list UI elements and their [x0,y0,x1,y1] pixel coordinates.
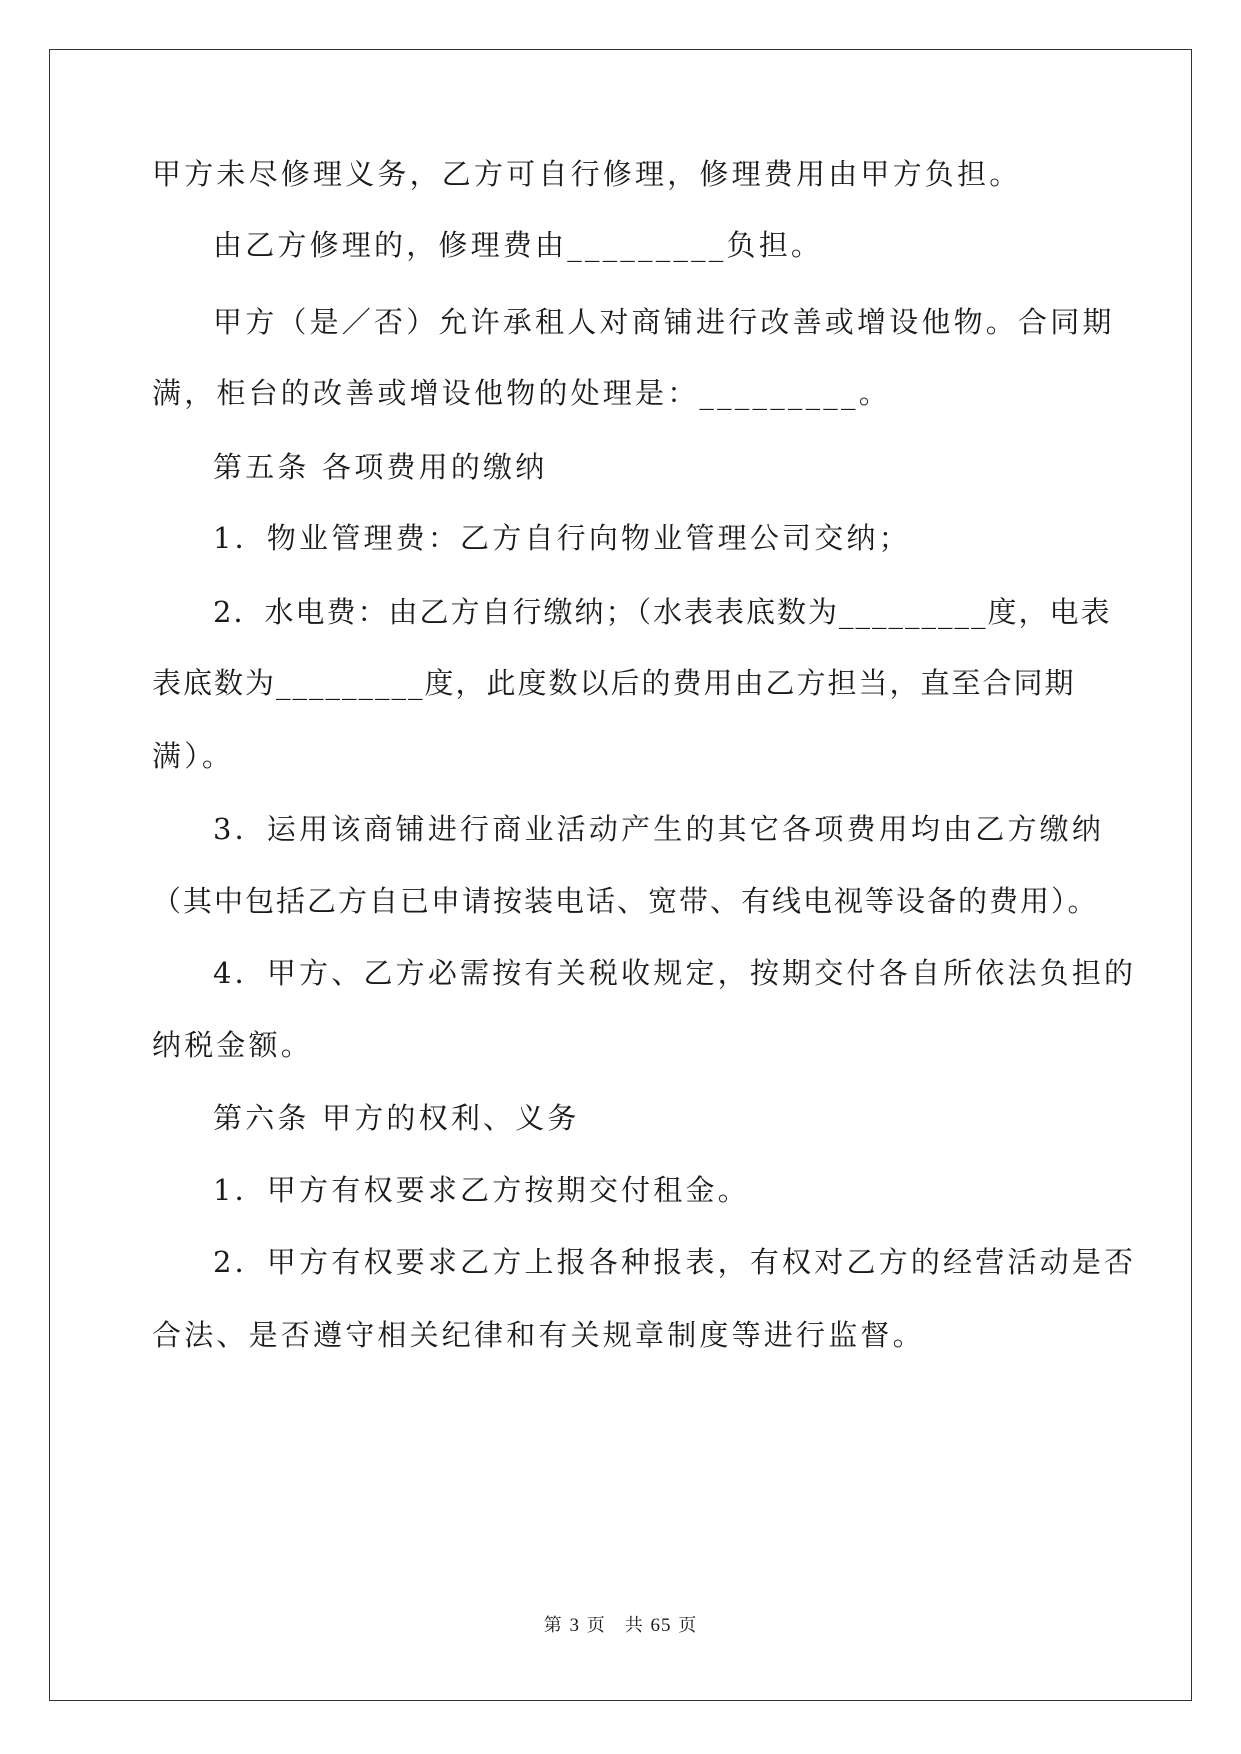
footer-prefix: 第 [543,1615,563,1636]
paragraph-line-2: 由乙方修理的，修理费由_________负担。 [213,228,824,262]
paragraph-line-11: （其中包括乙方自已申请按装电话、宽带、有线电视等设备的费用）。 [152,884,1099,918]
footer-middle: 页 共 [586,1615,644,1636]
paragraph-line-12: 4．甲方、乙方必需按有关税收规定，按期交付各自所依法负担的 [213,956,1137,990]
footer-page-number: 3 [569,1615,581,1636]
paragraph-line-9: 满）。 [152,739,235,773]
page-border [49,49,1192,1701]
page-footer [0,1614,1241,1638]
paragraph-line-4: 满，柜台的改善或增设他物的处理是：_________。 [152,376,891,410]
section-heading-6: 第六条 甲方的权利、义务 [213,1101,580,1135]
paragraph-line-10: 3．运用该商铺进行商业活动产生的其它各项费用均由乙方缴纳 [213,812,1105,846]
paragraph-line-3: 甲方（是／否）允许承租人对商铺进行改善或增设他物。合同期 [213,305,1115,339]
paragraph-line-8: 表底数为_________度，此度数以后的费用由乙方担当，直至合同期 [152,666,1076,700]
paragraph-line-6: 1．物业管理费：乙方自行向物业管理公司交纳； [213,521,911,555]
paragraph-line-17: 合法、是否遵守相关纪律和有关规章制度等进行监督。 [152,1318,925,1352]
paragraph-line-7: 2．水电费：由乙方自行缴纳；（水表表底数为_________度，电表 [213,595,1112,629]
paragraph-line-1: 甲方未尽修理义务，乙方可自行修理，修理费用由甲方负担。 [152,157,1022,191]
paragraph-line-13: 纳税金额。 [152,1028,314,1062]
paragraph-line-16: 2．甲方有权要求乙方上报各种报表，有权对乙方的经营活动是否 [213,1245,1137,1279]
section-heading-5: 第五条 各项费用的缴纳 [213,450,548,484]
footer-total-pages: 65 [650,1615,672,1636]
footer-suffix: 页 [678,1615,698,1636]
paragraph-line-15: 1．甲方有权要求乙方按期交付租金。 [213,1173,750,1207]
